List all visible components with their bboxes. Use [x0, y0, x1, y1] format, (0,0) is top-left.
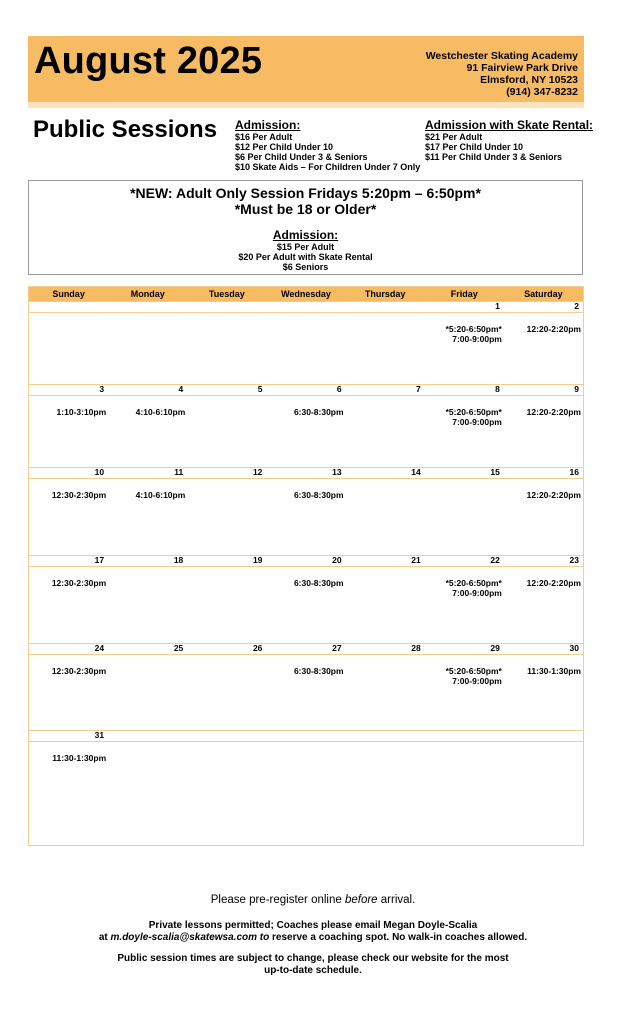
preregister-text-end: arrival.	[377, 894, 416, 906]
phone-number: (914) 347-8232	[506, 86, 578, 98]
sessions-title: Public Sessions	[33, 116, 218, 143]
day-number: 16	[569, 467, 579, 477]
header-divider	[28, 102, 584, 108]
admission-line: $12 Per Child Under 10	[235, 142, 334, 152]
calendar-week	[29, 301, 583, 384]
org-name: Westchester Skating Academy	[425, 50, 578, 62]
rental-line: $21 Per Adult	[425, 132, 483, 142]
notice-admission-line: $15 Per Adult	[276, 242, 335, 252]
day-number: 28	[411, 643, 421, 653]
day-number: 31	[94, 730, 105, 740]
weekday-label: Thursday	[364, 289, 406, 299]
session-times: 12:30-2:30pm	[51, 578, 107, 588]
session-times: 4:10-6:10pm	[135, 407, 186, 417]
private-lessons-note	[0, 920, 626, 944]
calendar-week	[29, 555, 583, 643]
day-number: 3	[99, 384, 105, 394]
notice-admission-heading: Admission:	[272, 228, 339, 242]
coach-email: m.doyle-scalia@skatewsa.com to	[110, 932, 270, 943]
date-row	[29, 730, 583, 742]
calendar-week	[29, 467, 583, 555]
session-times: *5:20-6:50pm* 7:00-9:00pm	[445, 578, 502, 598]
street-address: 91 Fairview Park Drive	[466, 62, 578, 74]
preregister-text: Please pre-register online	[210, 894, 345, 906]
day-number: 11	[174, 467, 184, 477]
notice-admission-line: $6 Seniors	[282, 262, 329, 272]
private-lessons-at: at	[98, 932, 111, 943]
session-times: 12:20-2:20pm	[526, 324, 581, 334]
admission-heading: Admission:	[235, 118, 301, 132]
rental-heading: Admission with Skate Rental:	[425, 118, 594, 132]
session-times: 6:30-8:30pm	[293, 666, 344, 676]
weekday-label: Sunday	[52, 289, 85, 299]
weekday-label: Friday	[450, 289, 478, 299]
day-number: 22	[490, 555, 500, 565]
session-times: *5:20-6:50pm* 7:00-9:00pm	[445, 666, 502, 686]
day-number: 25	[173, 643, 184, 653]
session-times: *5:20-6:50pm* 7:00-9:00pm	[445, 407, 502, 427]
day-number: 20	[332, 555, 342, 565]
date-row	[29, 301, 583, 313]
notice-admission-line: $20 Per Adult with Skate Rental	[238, 252, 373, 262]
admission-line: $10 Skate Aids – For Children Under 7 Only	[235, 162, 421, 172]
day-number: 19	[252, 555, 263, 565]
day-number: 10	[94, 467, 105, 477]
day-number: 9	[574, 384, 579, 394]
schedule-change-note: Public session times are subject to change, please check our website for the most up-to-date schedule.	[117, 953, 509, 976]
preregister-emphasis: before	[344, 894, 378, 906]
admission-line: $16 Per Adult	[235, 132, 293, 142]
session-times: 12:30-2:30pm	[51, 490, 107, 500]
day-number: 23	[569, 555, 579, 565]
day-number: 8	[495, 384, 500, 394]
calendar-week	[29, 643, 583, 730]
admission-prices	[235, 118, 420, 172]
month-title: August 2025	[34, 40, 263, 82]
session-times: 12:20-2:20pm	[526, 490, 581, 500]
session-times: 1:10-3:10pm	[56, 407, 107, 417]
city-address: Elmsford, NY 10523	[480, 74, 578, 86]
day-number: 4	[178, 384, 184, 394]
day-number: 14	[411, 467, 421, 477]
session-times: 6:30-8:30pm	[293, 490, 344, 500]
adult-session-notice	[28, 180, 583, 275]
day-number: 24	[94, 643, 105, 653]
day-number: 18	[173, 555, 184, 565]
rental-prices	[425, 118, 593, 162]
day-number: 5	[257, 384, 263, 394]
day-number: 7	[415, 384, 421, 394]
notice-age-line: *Must be 18 or Older*	[234, 201, 377, 217]
session-times: 11:30-1:30pm	[52, 753, 107, 763]
date-row	[29, 384, 583, 396]
day-number: 6	[336, 384, 342, 394]
day-number: 17	[94, 555, 105, 565]
month-header	[28, 36, 584, 102]
preregister-note	[0, 894, 626, 906]
session-times: 12:20-2:20pm	[526, 578, 581, 588]
calendar-week	[29, 730, 583, 846]
day-number: 21	[411, 555, 421, 565]
session-times: 12:20-2:20pm	[526, 407, 581, 417]
session-times: 6:30-8:30pm	[293, 407, 344, 417]
session-times: 6:30-8:30pm	[293, 578, 344, 588]
session-times: 4:10-6:10pm	[135, 490, 186, 500]
day-number: 1	[495, 301, 500, 311]
private-lessons-line: Private lessons permitted; Coaches please email Megan Doyle-Scalia	[148, 920, 478, 931]
weekday-label: Saturday	[524, 289, 563, 299]
rental-line: $11 Per Child Under 3 & Seniors	[425, 152, 563, 162]
private-lessons-rest: reserve a coaching spot. No walk-in coaches allowed.	[269, 932, 528, 943]
weekday-label: Monday	[130, 289, 165, 299]
day-number: 27	[332, 643, 342, 653]
weekday-label: Tuesday	[208, 289, 245, 299]
day-number: 26	[252, 643, 263, 653]
venue-address	[426, 50, 578, 98]
day-number: 12	[252, 467, 263, 477]
session-calendar	[28, 286, 584, 846]
notice-line: *NEW: Adult Only Session Fridays 5:20pm – 6:50pm*	[130, 185, 481, 201]
weekday-header	[29, 287, 583, 301]
date-row	[29, 643, 583, 655]
day-number: 13	[332, 467, 342, 477]
session-times: 12:30-2:30pm	[51, 666, 107, 676]
admission-line: $6 Per Child Under 3 & Seniors	[235, 152, 368, 162]
day-number: 29	[490, 643, 500, 653]
calendar-week	[29, 384, 583, 467]
rental-line: $17 Per Child Under 10	[425, 142, 524, 152]
day-number: 2	[574, 301, 579, 311]
session-times: 11:30-1:30pm	[527, 666, 581, 676]
session-times: *5:20-6:50pm* 7:00-9:00pm	[445, 324, 502, 344]
weekday-label: Wednesday	[281, 289, 331, 299]
day-number: 15	[490, 467, 500, 477]
day-number: 30	[569, 643, 579, 653]
date-row	[29, 555, 583, 567]
date-row	[29, 467, 583, 479]
